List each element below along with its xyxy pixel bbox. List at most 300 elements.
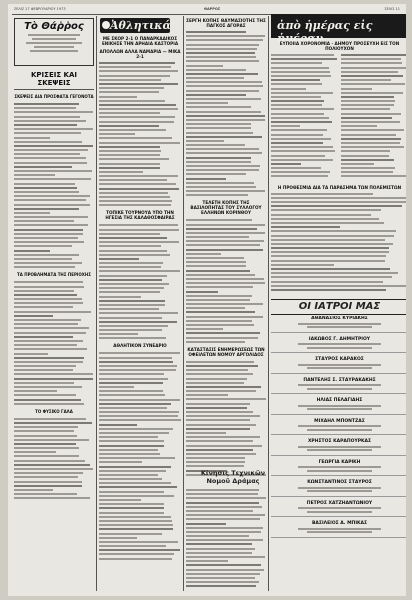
text-line: [186, 85, 263, 87]
text-line: [99, 407, 167, 409]
text-line: [14, 311, 91, 313]
sports-head-1: ΜΕ ΣΚΟΡ 2-1 Ο ΠΑΝΑΡΚΑΔΙΚΟΣ ΕΝΙΚΗΣΕ ΤΗΝ ΑΡΗΑΙΑ ΚΑΣΤΟΡΙΑ: [101, 36, 179, 46]
right-column-top: [271, 41, 406, 296]
text-line: [99, 403, 171, 405]
text-line: [99, 419, 181, 421]
text-line: [99, 507, 164, 509]
text-line: [186, 407, 247, 409]
text-line: [99, 192, 168, 194]
left-head-3: ΤΟ ΦΥΣΙΚΟ ΓΑΛΑ: [35, 408, 73, 414]
text-line: [186, 577, 255, 579]
doctor-listing: [271, 439, 406, 456]
text-line: [341, 171, 393, 173]
doctor-listing: [271, 521, 406, 538]
text-line: [186, 552, 252, 554]
text-line: [99, 537, 137, 539]
text-line: [99, 304, 165, 306]
doctor-listing: [271, 337, 406, 354]
text-line: [99, 474, 158, 476]
text-line: [99, 329, 162, 331]
text-line: [99, 83, 178, 85]
text-line: [99, 528, 173, 530]
text-line: [186, 161, 251, 163]
text-line: [99, 112, 160, 114]
doctor-name: ΚΩΝΣΤΑΝΤΙΝΟΣ ΣΤΑΥΡΟΣ: [307, 480, 372, 485]
text-line: [186, 94, 246, 96]
text-line: [341, 71, 398, 73]
text-line: [186, 182, 254, 184]
text-line: [14, 394, 76, 396]
text-line: [99, 361, 173, 363]
text-line: [99, 428, 173, 430]
text-line: [186, 328, 223, 330]
text-line: [14, 382, 74, 384]
text-line: [14, 336, 73, 338]
text-line: [14, 435, 77, 437]
text-line: [186, 299, 250, 301]
text-line: [271, 226, 340, 228]
masthead-title: Τὸ Θάῤῥος: [24, 21, 84, 32]
text-line: [99, 436, 158, 438]
text-line: [99, 91, 159, 93]
text-line: [341, 100, 395, 102]
doctor-listing: [271, 357, 406, 374]
text-line: [307, 531, 373, 533]
text-line: [341, 163, 374, 165]
text-line: [307, 326, 373, 328]
text-line: [99, 283, 169, 285]
text-line: [99, 200, 172, 202]
text-line: [14, 250, 50, 252]
doctor-listing: [271, 398, 406, 415]
text-line: [186, 510, 253, 512]
text-line: [271, 121, 332, 123]
center-head-3: ΚΑΤΑΣΤΑΣΙΣ ΕΝΗΜΕΡΩΣΕΩΣ ΤΩΝ ΟΦΕΙΛΕΤΩΝ ΝΟΜΟΥ ΑΡΓΟΛΙΔΟΣ: [187, 346, 265, 357]
text-line: [14, 323, 78, 325]
text-line: [186, 48, 257, 50]
text-line: [14, 124, 77, 126]
text-line: [99, 470, 166, 472]
right-head-2: Η ΠΡΟΘΕΣΜΙΑ ΔΙΑ ΤΑ ΠΑΡΑΣΗΜΑ ΤΩΝ ΠΟΛΕΜΙΣΤΩΝ: [277, 184, 402, 190]
text-line: [186, 123, 251, 125]
text-line: [99, 296, 141, 298]
text-line: [186, 453, 256, 455]
text-line: [341, 75, 403, 77]
text-line: [99, 175, 178, 177]
doctor-name: ΠΕΤΡΟΣ ΧΑΤΖΗΑΝΤΩΝΙΟΥ: [306, 500, 373, 506]
text-line: [14, 128, 93, 130]
text-line: [271, 260, 385, 262]
text-line: [14, 258, 72, 260]
text-line: [186, 539, 263, 541]
text-line: [186, 531, 261, 533]
text-line: [14, 361, 83, 363]
text-line: [186, 581, 259, 583]
text-line: [99, 262, 163, 264]
text-line: [14, 170, 92, 172]
text-line: [99, 179, 167, 181]
text-line: [186, 35, 265, 37]
center-body-3: [186, 361, 266, 476]
text-line: [186, 428, 250, 430]
text-line: [99, 254, 170, 256]
text-line: [14, 485, 82, 487]
text-line: [14, 166, 72, 168]
text-line: [186, 282, 265, 284]
text-line: [99, 266, 161, 268]
text-line: [271, 209, 381, 211]
text-line: [186, 403, 250, 405]
text-line: [186, 415, 260, 417]
right-head-1: ΕΥΠΟΙΙΑ ΧΟΡΟΝΟΜΙΑ · ΔΗΜΟΥ ΠΡΟΣΕΥΧΗ ΕΙΣ ΤΟΝ ΠΟΛΙΟΥΧΟΝ: [279, 41, 400, 51]
doctor-name: ΧΡΗΣΤΟΣ ΚΑΡΑΠΟΥΡΚΑΣ: [307, 439, 372, 444]
text-line: [186, 69, 246, 71]
sports-head-3: ΤΟΠΙΚΕ ΤΟΥΡΝΟΥΑ ΥΠΟ ΤΗΝ ΗΓΕΣΙΑ ΤΗΣ ΚΑΛΑΘΟΣΦΑΙΡΑΣ: [105, 210, 175, 221]
text-line: [14, 178, 91, 180]
text-line: [271, 104, 322, 106]
feature-title: Κίνησις Τεχνικῶν Νομοῦ Δράμας: [200, 469, 266, 485]
text-line: [186, 265, 246, 267]
daily-banner: ἀπὸ ἡμέρας εἰς ἡμέραν: [271, 14, 406, 38]
sports-head-4: ΑΘΛΗΤΙΚΟΝ ΣΥΝΕΔΡΙΟ: [113, 343, 167, 349]
text-line: [14, 281, 83, 283]
text-line: [271, 117, 329, 119]
text-line: [14, 298, 82, 300]
text-line: [14, 286, 84, 288]
text-line: [14, 447, 79, 449]
text-line: [99, 394, 165, 396]
text-line: [307, 367, 373, 369]
text-line: [298, 487, 380, 489]
text-line: [99, 549, 180, 551]
text-line: [186, 382, 244, 384]
text-line: [341, 113, 401, 115]
text-line: [14, 418, 86, 420]
text-line: [186, 186, 256, 188]
text-line: [14, 220, 74, 222]
text-line: [307, 347, 373, 349]
text-line: [298, 446, 380, 448]
text-line: [14, 208, 79, 210]
text-line: [341, 58, 401, 60]
text-line: [99, 171, 143, 173]
text-line: [14, 290, 74, 292]
text-line: [14, 120, 86, 122]
text-line: [186, 465, 244, 467]
text-line: [14, 149, 88, 151]
text-line: [186, 286, 253, 288]
text-line: [14, 489, 53, 491]
text-line: [99, 96, 137, 98]
text-line: [271, 75, 331, 77]
doctor-name: ΙΑΚΩΒΟΣ Γ. ΔΗΜΗΤΡΙΟΥ: [308, 336, 371, 342]
text-line: [186, 548, 255, 550]
text-line: [186, 165, 260, 167]
text-line: [271, 272, 398, 274]
text-line: [271, 276, 392, 278]
text-line: [14, 237, 78, 239]
text-line: [271, 108, 334, 110]
feature-body: [186, 489, 266, 589]
text-line: [14, 332, 86, 334]
text-line: [99, 533, 162, 535]
text-line: [186, 394, 228, 396]
text-line: [271, 218, 379, 220]
text-line: [186, 232, 265, 234]
text-line: [186, 39, 263, 41]
text-line: [14, 157, 86, 159]
text-line: [99, 108, 178, 110]
text-line: [341, 175, 406, 177]
text-line: [271, 129, 327, 131]
text-line: [341, 167, 395, 169]
text-line: [99, 125, 159, 127]
text-line: [186, 261, 246, 263]
right-body-2: [271, 193, 406, 291]
center-body-2: [186, 219, 266, 342]
text-line: [99, 308, 159, 310]
text-line: [186, 390, 256, 392]
text-line: [186, 244, 260, 246]
doctor-name: ΠΑΝΤΕΛΗΣ Σ. ΣΤΑΥΡΑΚΑΚΗΣ: [303, 377, 376, 383]
text-line: [99, 229, 179, 231]
sports-body-2: [99, 224, 181, 339]
text-line: [186, 518, 260, 520]
text-line: [186, 316, 263, 318]
text-line: [186, 270, 250, 272]
doctor-listing: [271, 460, 406, 477]
text-line: [307, 470, 373, 472]
text-line: [271, 264, 334, 266]
text-line: [186, 573, 260, 575]
section-title: ΚΡΙΣΕΙΣ ΚΑΙ ΣΚΕΨΕΙΣ: [31, 71, 77, 87]
text-line: [271, 113, 324, 115]
text-line: [99, 100, 165, 102]
text-line: [99, 300, 165, 302]
text-line: [186, 77, 244, 79]
text-line: [186, 236, 249, 238]
text-line: [99, 104, 176, 106]
text-line: [99, 188, 179, 190]
text-line: [99, 541, 178, 543]
text-line: [186, 341, 245, 343]
sports-body-1: [99, 62, 181, 206]
text-line: [341, 125, 377, 127]
text-line: [271, 138, 331, 140]
text-line: [186, 60, 259, 62]
text-line: [99, 461, 142, 463]
text-line: [298, 425, 380, 427]
text-line: [341, 96, 394, 98]
text-line: [14, 191, 79, 193]
text-line: [271, 142, 323, 144]
text-line: [186, 373, 253, 375]
text-line: [186, 489, 259, 491]
text-line: [99, 482, 171, 484]
text-line: [271, 171, 330, 173]
text-line: [307, 388, 373, 390]
text-line: [307, 429, 373, 431]
text-line: [341, 142, 400, 144]
text-line: [99, 333, 138, 335]
text-line: [298, 364, 380, 366]
text-line: [186, 440, 253, 442]
text-line: [99, 495, 174, 497]
text-line: [271, 255, 386, 257]
text-line: [99, 129, 166, 131]
text-line: [99, 142, 180, 144]
text-line: [14, 266, 75, 268]
text-line: [186, 119, 265, 121]
sports-body-3: [99, 352, 181, 559]
text-line: [99, 399, 180, 401]
text-line: [99, 516, 171, 518]
text-line: [99, 87, 164, 89]
text-line: [99, 466, 171, 468]
text-line: [99, 415, 178, 417]
text-line: [14, 472, 83, 474]
text-line: [271, 71, 330, 73]
text-line: [99, 499, 141, 501]
text-line: [186, 132, 253, 134]
text-line: [14, 199, 86, 201]
text-line: [186, 44, 259, 46]
text-line: [99, 325, 168, 327]
doctors-title: ΟΙ ΙΑΤΡΟΙ ΜΑΣ: [271, 299, 406, 315]
text-line: [341, 83, 405, 85]
left-body-3: [14, 418, 94, 500]
text-line: [99, 445, 164, 447]
doctors-list: [271, 316, 406, 591]
text-line: [14, 137, 50, 139]
text-line: [99, 270, 180, 272]
text-line: [186, 585, 256, 587]
text-line: [341, 146, 404, 148]
text-line: [14, 103, 79, 105]
text-line: [186, 411, 253, 413]
text-line: [341, 138, 401, 140]
text-line: [99, 491, 164, 493]
text-line: [271, 205, 402, 207]
text-line: [14, 460, 85, 462]
text-line: [99, 241, 179, 243]
text-line: [14, 107, 76, 109]
text-line: [14, 493, 77, 495]
text-line: [186, 502, 259, 504]
football-icon: [102, 21, 110, 29]
text-line: [99, 411, 179, 413]
text-line: [14, 439, 89, 441]
text-line: [99, 390, 163, 392]
text-line: [271, 100, 324, 102]
text-line: [186, 240, 264, 242]
text-line: [186, 169, 259, 171]
doctor-listing: [271, 419, 406, 436]
text-line: [341, 54, 406, 56]
newspaper-page: [8, 4, 406, 596]
text-line: [271, 281, 383, 283]
text-line: [14, 162, 87, 164]
text-line: [186, 56, 256, 58]
text-line: [99, 204, 171, 206]
text-line: [14, 365, 76, 367]
text-line: [99, 158, 169, 160]
text-line: [99, 378, 168, 380]
text-line: [14, 153, 80, 155]
text-line: [298, 384, 380, 386]
text-line: [186, 274, 255, 276]
text-line: [99, 154, 160, 156]
text-line: [14, 369, 73, 371]
text-line: [186, 98, 261, 100]
text-line: [186, 398, 266, 400]
doctor-name: ΗΛΙΑΣ ΠΕΛΑΓΙΔΗΣ: [316, 398, 363, 403]
text-line: [186, 295, 252, 297]
text-line: [271, 83, 322, 85]
text-line: [14, 254, 79, 256]
text-line: [99, 70, 178, 72]
right-body-1b: [341, 54, 406, 180]
text-line: [99, 432, 169, 434]
text-line: [186, 514, 265, 516]
text-line: [271, 239, 385, 241]
text-line: [99, 520, 172, 522]
text-line: [99, 163, 160, 165]
text-line: [271, 150, 335, 152]
text-line: [186, 493, 258, 495]
header-page-number: ΣΕΛΙΣ 11: [384, 7, 400, 11]
text-line: [99, 373, 164, 375]
text-line: [186, 365, 258, 367]
text-line: [186, 560, 228, 562]
text-line: [186, 461, 245, 463]
text-line: [271, 134, 323, 136]
text-line: [14, 386, 82, 388]
text-line: [186, 564, 261, 566]
text-line: [14, 464, 90, 466]
text-line: [186, 65, 223, 67]
text-line: [271, 67, 329, 69]
text-line: [271, 243, 393, 245]
text-line: [99, 449, 158, 451]
sports-logo: Ἀθλητικά: [100, 18, 170, 33]
text-line: [186, 173, 246, 175]
text-line: [186, 127, 251, 129]
text-line: [14, 204, 90, 206]
doctor-name: ΓΕΩΡΓΙΑ ΚΑΡΙΚΗ: [318, 459, 361, 465]
text-line: [99, 424, 137, 426]
text-line: [186, 90, 259, 92]
text-line: [14, 183, 75, 185]
text-line: [99, 440, 164, 442]
text-line: [186, 81, 262, 83]
text-line: [14, 403, 84, 405]
text-line: [271, 197, 406, 199]
text-line: [341, 129, 404, 131]
text-line: [99, 196, 170, 198]
text-line: [14, 294, 77, 296]
text-line: [186, 378, 247, 380]
text-line: [271, 235, 394, 237]
text-line: [14, 141, 82, 143]
text-line: [186, 449, 253, 451]
text-line: [271, 214, 371, 216]
text-line: [99, 486, 177, 488]
text-line: [14, 390, 57, 392]
text-line: [186, 307, 245, 309]
text-line: [186, 253, 221, 255]
text-line: [186, 320, 252, 322]
